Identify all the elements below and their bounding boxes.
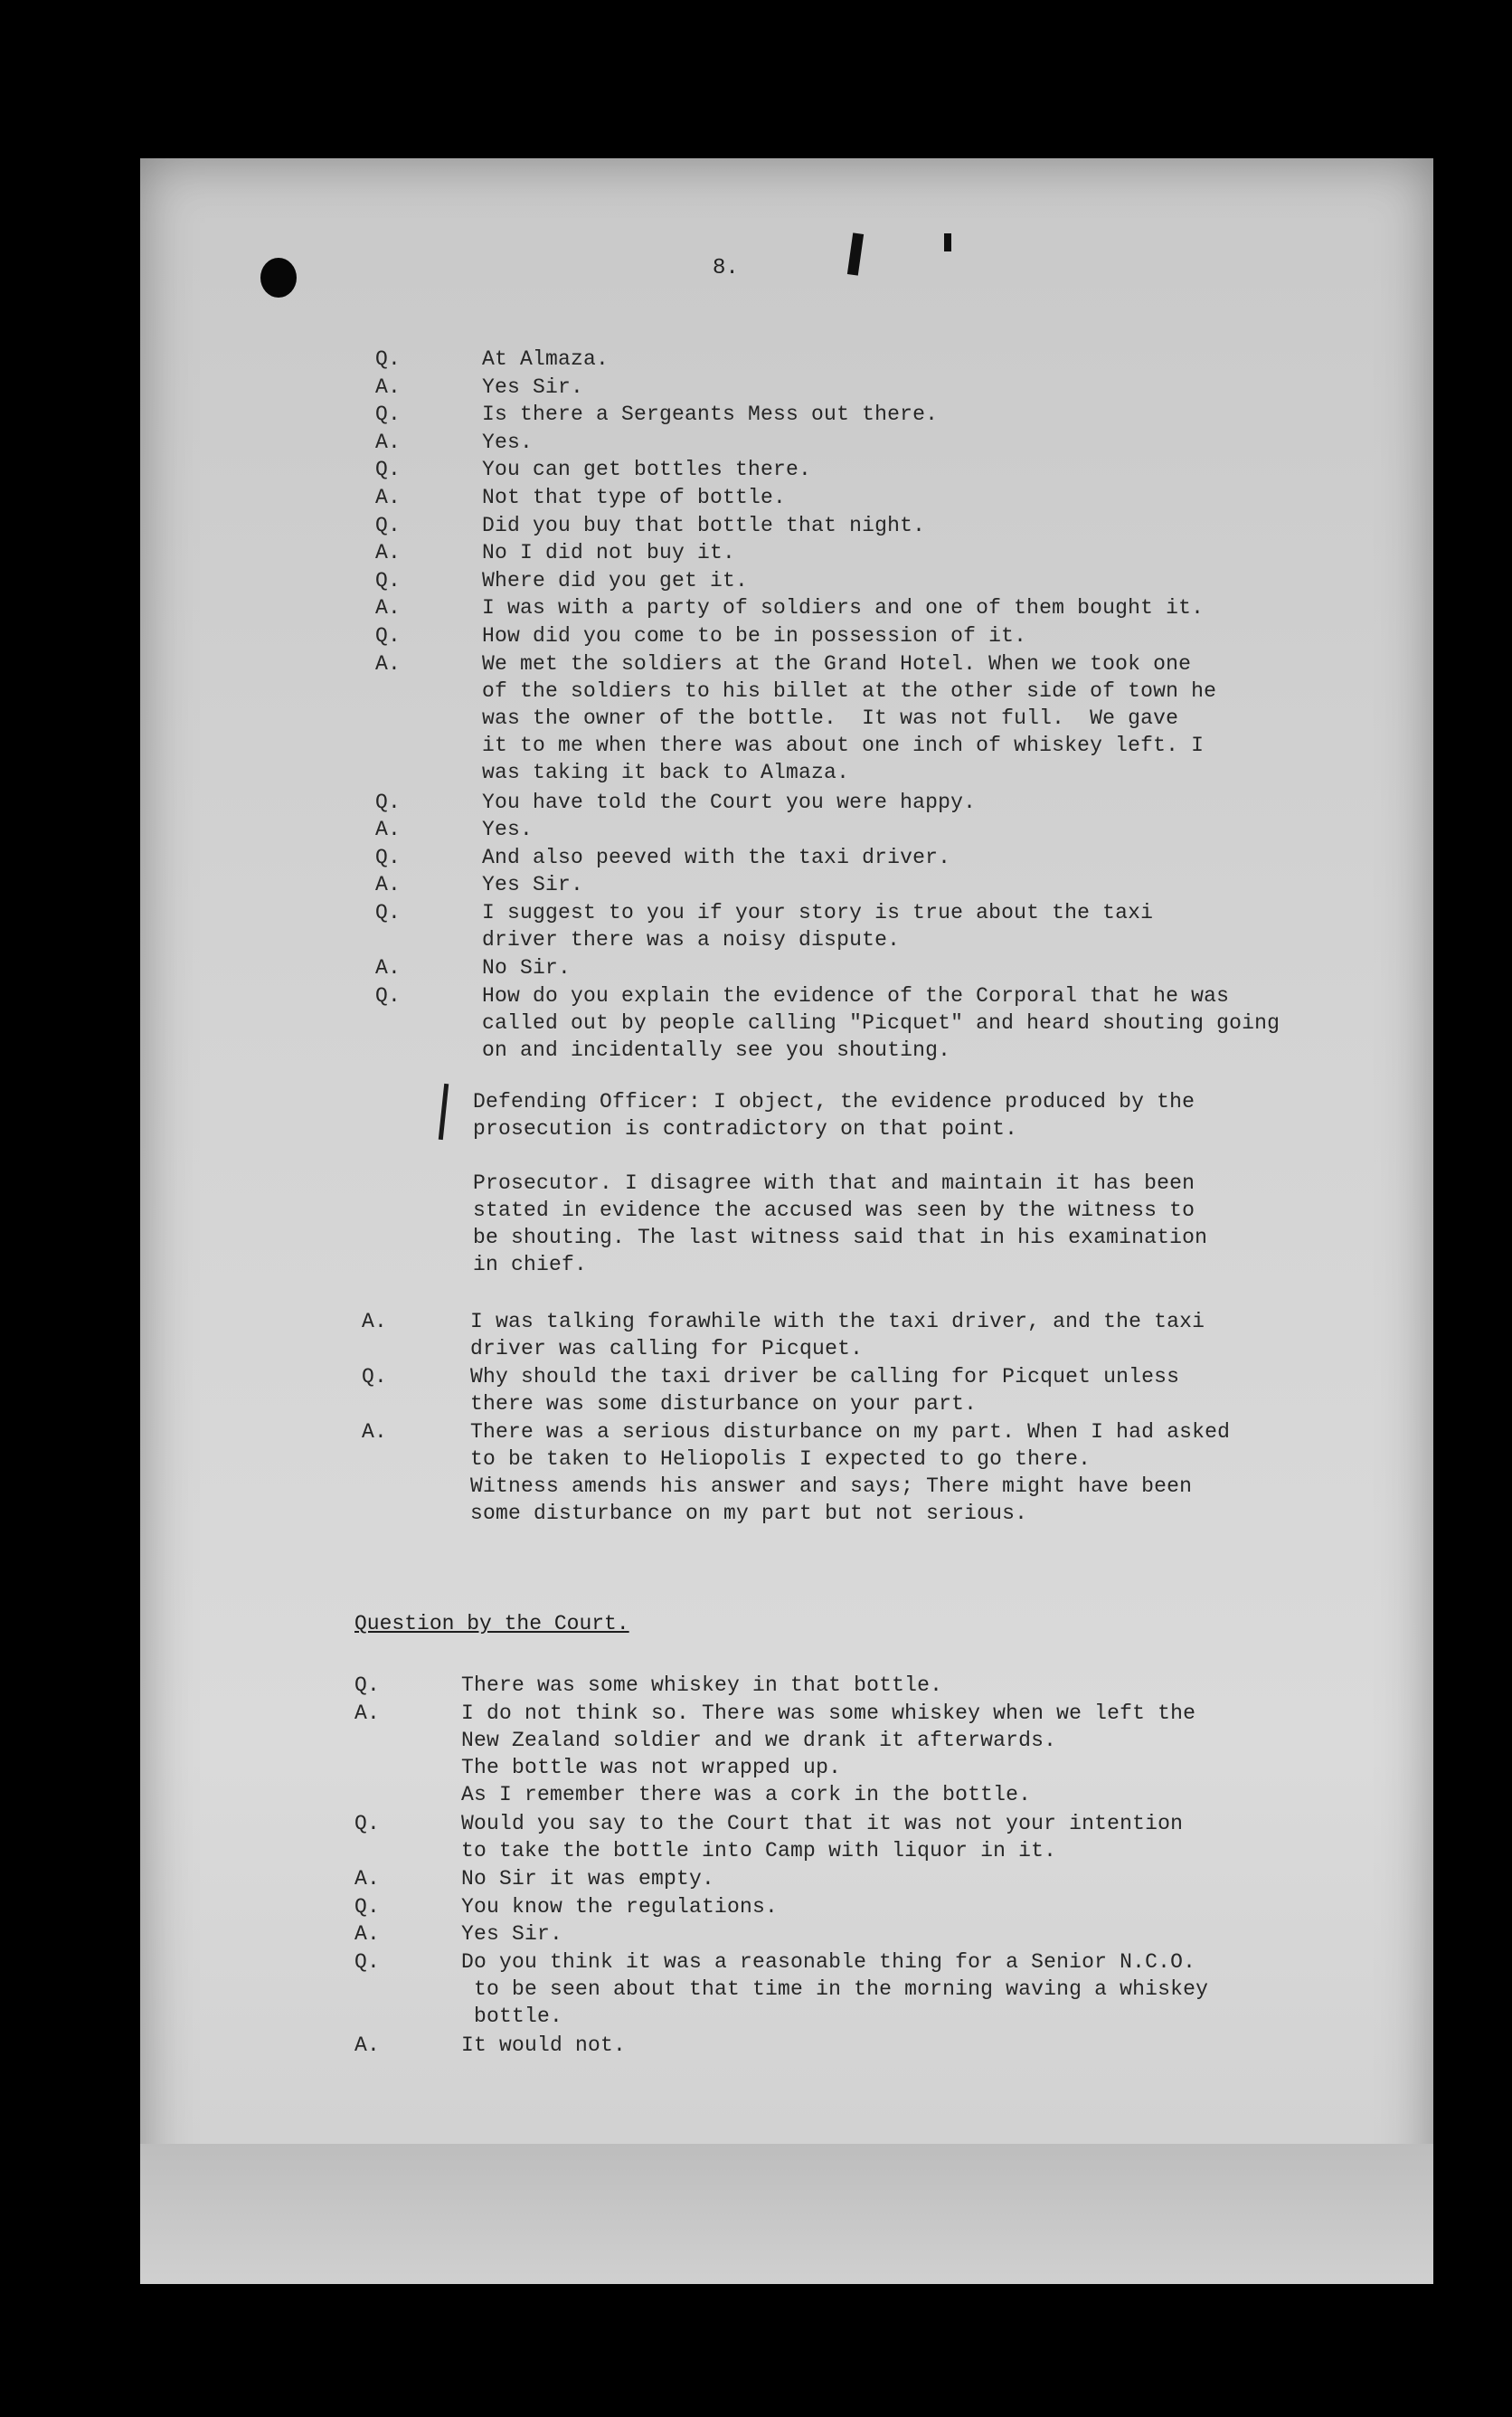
speaker-label: A. — [375, 873, 402, 897]
court-question-heading: Question by the Court. — [354, 1612, 629, 1635]
answer-text: It would not. — [461, 2033, 627, 2057]
punch-hole — [260, 258, 297, 298]
speaker-label: A. — [362, 1310, 388, 1333]
speaker-label: A. — [354, 1701, 381, 1725]
answer-text: No I did not buy it. — [482, 541, 736, 565]
ink-mark — [944, 233, 951, 251]
speaker-label: A. — [354, 1867, 381, 1891]
speaker-label: Q. — [375, 458, 402, 482]
speaker-label: Q. — [375, 624, 402, 648]
answer-text: Not that type of bottle. — [482, 486, 787, 509]
speaker-label: Q. — [375, 568, 402, 592]
answer-text: I was talking forawhile with the taxi driver, and the taxi driver was calling for Picquet. — [470, 1310, 1205, 1360]
speaker-label: A. — [375, 374, 402, 399]
page-lower-band — [140, 2144, 1433, 2284]
speaker-label: A. — [375, 956, 402, 981]
speaker-label: A. — [375, 486, 402, 509]
speaker-label: Q. — [375, 983, 402, 1008]
question-text: Do you think it was a reasonable thing for a Senior N.C.O. to be seen about that time in the morning waving a whiskey bottle. — [461, 1950, 1209, 2028]
speaker-label: Q. — [375, 513, 402, 537]
answer-text: Yes Sir. — [461, 1922, 563, 1947]
answer-text: We met the soldiers at the Grand Hotel. When we took one of the soldiers to his billet at the other side of town he was the owner of the bottle. It was not full. We gave it to me when there was about one inch of whiskey left. I was taking it back to Almaza. — [482, 651, 1217, 784]
question-text: You know the regulations. — [461, 1894, 779, 1919]
speaker-label: A. — [375, 430, 402, 454]
question-text: Is there a Sergeants Mess out there. — [482, 403, 939, 427]
answer-text: No Sir. — [482, 956, 572, 981]
question-text: Why should the taxi driver be calling for Picquet unless there was some disturbance on your part. — [470, 1365, 1180, 1417]
question-text: There was some whiskey in that bottle. — [461, 1673, 943, 1697]
page-number: 8. — [713, 256, 739, 280]
speaker-label: Q. — [375, 901, 402, 924]
answer-text: I was with a party of soldiers and one of them bought it. — [482, 596, 1205, 621]
speaker-label: A. — [375, 541, 402, 565]
speaker-label: A. — [375, 651, 402, 676]
speaker-label: A. — [362, 1420, 388, 1445]
question-text: I suggest to you if your story is true about the taxi driver there was a noisy dispute. — [482, 901, 1154, 952]
speaker-label: Q. — [375, 845, 402, 869]
answer-text: No Sir it was empty. — [461, 1867, 715, 1891]
speaker-label: A. — [375, 596, 402, 621]
speaker-label: Q. — [354, 1950, 381, 1974]
answer-text: There was a serious disturbance on my part. When I had asked to be taken to Heliopolis I expected to go there. Witness amends his answer and says; There might have been some disturbance on my part but not serious. — [470, 1420, 1231, 1526]
defending-officer-objection: Defending Officer: I object, the evidence produced by the prosecution is contradictory on that point. — [473, 1090, 1195, 1141]
question-text: You have told the Court you were happy. — [482, 790, 977, 814]
question-text: And also peeved with the taxi driver. — [482, 845, 951, 869]
speaker-label: Q. — [375, 347, 402, 371]
speaker-label: Q. — [354, 1673, 381, 1697]
question-text: Did you buy that bottle that night. — [482, 513, 926, 537]
speaker-label: A. — [354, 1922, 381, 1947]
question-text: At Almaza. — [482, 347, 610, 371]
answer-text: Yes Sir. — [482, 873, 584, 897]
question-text: You can get bottles there. — [482, 458, 812, 482]
answer-text: Yes Sir. — [482, 374, 584, 399]
question-text: How did you come to be in possession of it. — [482, 624, 1027, 648]
question-text: Would you say to the Court that it was not your intention to take the bottle into Camp with liquor in it. — [461, 1812, 1184, 1863]
answer-text: Yes. — [482, 818, 534, 842]
speaker-label: Q. — [375, 403, 402, 427]
speaker-label: A. — [354, 2033, 381, 2057]
question-text: How do you explain the evidence of the Corporal that he was called out by people calling "Picquet" and heard shouting going on and incidentally see you shouting. — [482, 983, 1280, 1062]
speaker-label: Q. — [362, 1365, 388, 1389]
speaker-label: A. — [375, 818, 402, 842]
answer-text: I do not think so. There was some whiskey when we left the New Zealand soldier and we drank it afterwards. The bottle was not wrapped up. As I remember there was a cork in the bottle. — [461, 1701, 1196, 1806]
speaker-label: Q. — [375, 790, 402, 814]
prosecutor-reply: Prosecutor. I disagree with that and maintain it has been stated in evidence the accused was seen by the witness to be shouting. The last witness said that in his examination in chief. — [473, 1171, 1208, 1276]
question-text: Where did you get it. — [482, 568, 749, 592]
speaker-label: Q. — [354, 1894, 381, 1919]
speaker-label: Q. — [354, 1812, 381, 1835]
answer-text: Yes. — [482, 430, 534, 454]
